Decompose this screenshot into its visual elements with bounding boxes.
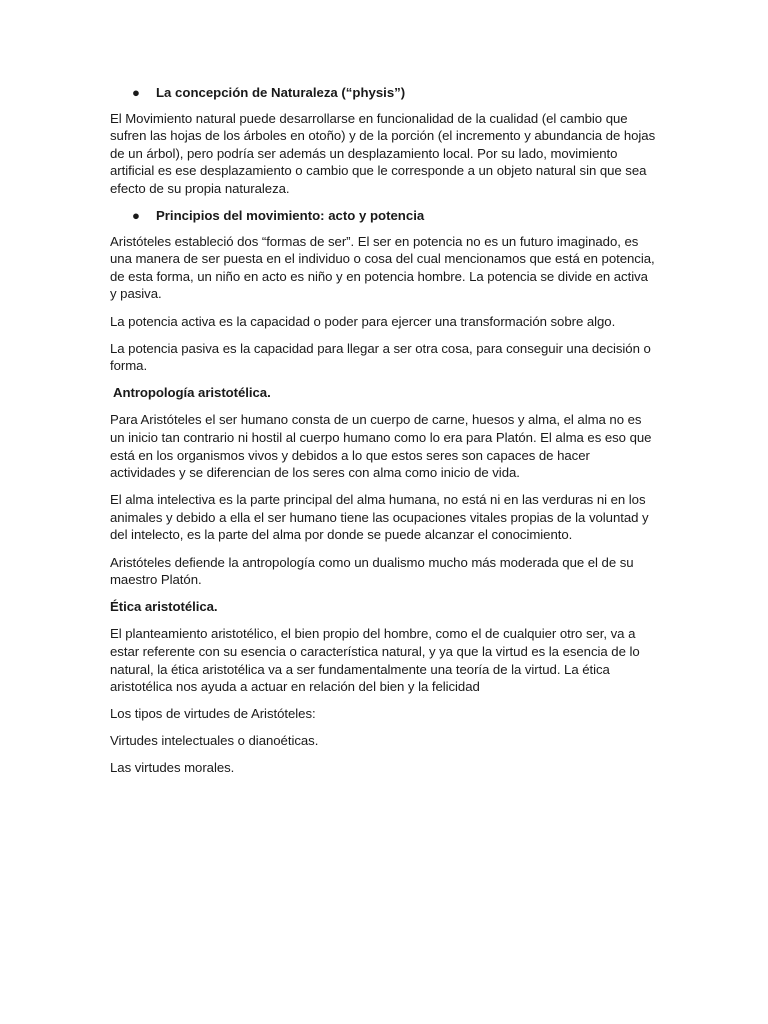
paragraph-ser-humano: Para Aristóteles el ser humano consta de un cuerpo de carne, huesos y alma, el alma no es un inicio tan contrario ni hostil al cuerpo humano como lo era para Platón. El alma es eso que está en los organismos vivos y debidos a lo que estos seres son capaces de hacer actividades y se diferencian de los seres con alma como inicio de vida. xyxy=(110,412,652,481)
paragraph-potencia-pasiva: La potencia pasiva es la capacidad para llegar a ser otra cosa, para conseguir una decisión o forma. xyxy=(110,340,651,374)
heading-antropologia: Antropología aristotélica. xyxy=(113,385,271,401)
heading-etica: Ética aristotélica. xyxy=(110,599,218,615)
paragraph-potencia-activa: La potencia activa es la capacidad o poder para ejercer una transformación sobre algo. xyxy=(110,313,616,329)
bullet-icon: ● xyxy=(132,85,140,100)
paragraph-virtudes-intelectuales: Virtudes intelectuales o dianoéticas. xyxy=(110,733,319,749)
paragraph-movimiento: El Movimiento natural puede desarrollarse en funcionalidad de la cualidad (el cambio que sufren las hojas de los árboles en otoño) y de la porción (el incremento y abundancia de hojas de un árbol), pero podría ser además un desplazamiento local. Por su lado, movimiento artificial es ese desplazamiento o cambio que le corresponde a un objeto natural sin que sea efecto de su propia naturaleza. xyxy=(110,110,656,196)
bullet-icon: ● xyxy=(132,208,140,224)
bullet-heading-principios: Principios del movimiento: acto y potencia xyxy=(156,208,425,224)
paragraph-tipos-virtudes: Los tipos de virtudes de Aristóteles: xyxy=(110,706,316,722)
paragraph-formas-de-ser: Aristóteles estableció dos “formas de ser”. El ser en potencia no es un futuro imaginado, es una manera de ser puesta en el individuo o cosa del cual mencionamos que está en potencia, de esta forma, un niño en acto es niño y en potencia hombre. La potencia se divide en activa y pasiva. xyxy=(110,233,655,302)
paragraph-dualismo: Aristóteles defiende la antropología como un dualismo mucho más moderada que el de su maestro Platón. xyxy=(110,554,634,588)
bullet-item xyxy=(110,207,658,225)
bullet-heading-naturaleza: La concepción de Naturaleza (“physis”) xyxy=(156,85,406,100)
paragraph-alma-intelectiva: El alma intelectiva es la parte principal del alma humana, no está ni en las verduras ni en los animales y debido a ella el ser humano tiene las ocupaciones vitales propias de la voluntad y del intelecto, es la parte del alma por donde se puede alcanzar el conocimiento. xyxy=(110,492,649,543)
bullet-item xyxy=(110,84,658,102)
paragraph-virtudes-morales: Las virtudes morales. xyxy=(110,760,235,776)
paragraph-planteamiento: El planteamiento aristotélico, el bien propio del hombre, como el de cualquier otro ser, va a estar referente con su esencia o característica natural, y ya que la virtud es la esencia de lo natural, la ética aristotélica va a ser fundamentalmente una teoría de la virtud. La ética aristotélica nos ayuda a actuar en relación del bien y la felicidad xyxy=(110,626,640,695)
